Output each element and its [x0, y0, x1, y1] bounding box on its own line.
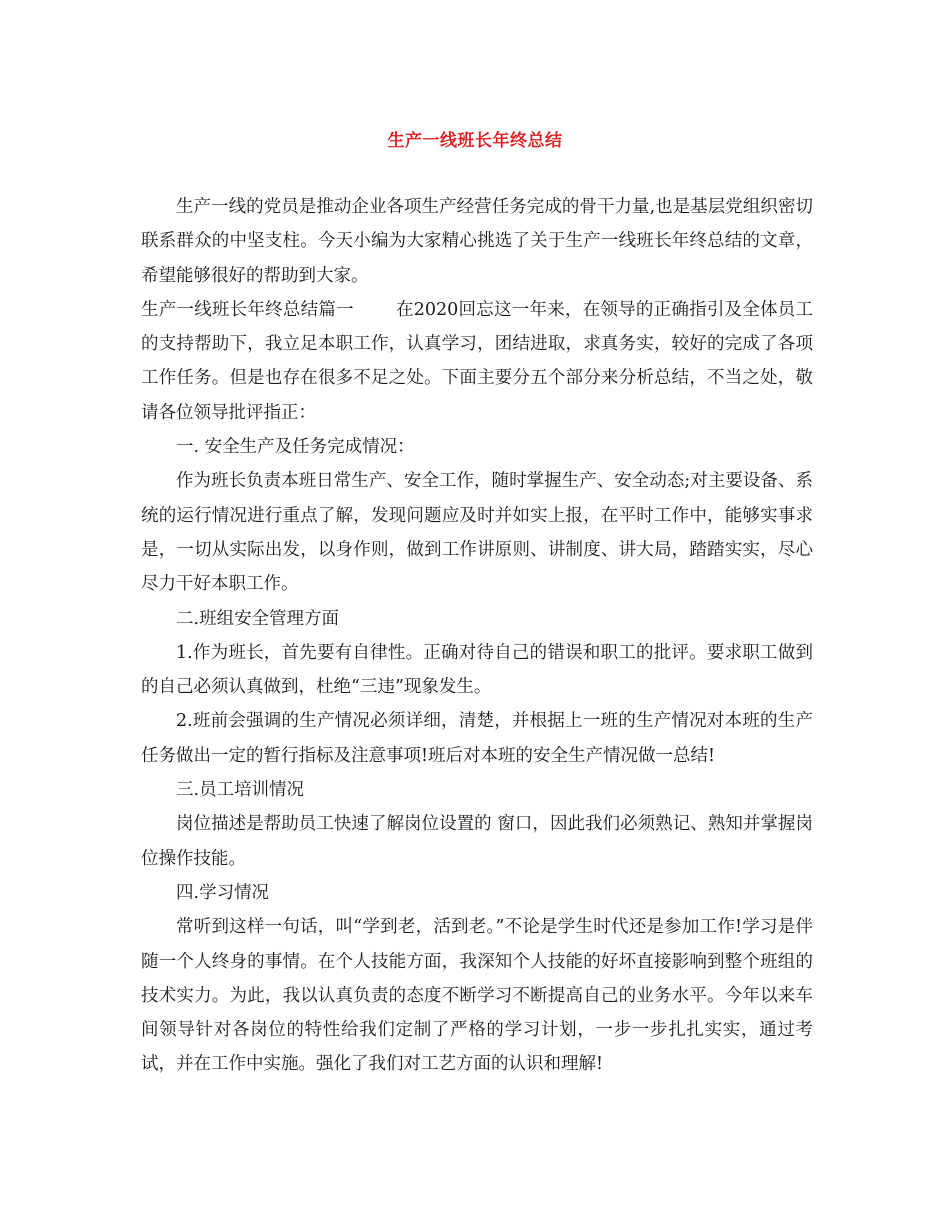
section2-item-1: 1.作为班长，首先要有自律性。正确对待自己的错误和职工的批评。要求职工做到的自己必须认真做到，杜绝“三违”现象发生。 — [141, 642, 813, 698]
section3-heading: 三.员工培训情况 — [176, 780, 305, 801]
intro-paragraph: 生产一线的党员是推动企业各项生产经营任务完成的骨干力量,也是基层党组织密切联系群众的中坚支柱。今天小编为大家精心挑选了关于生产一线班长年终总结的文章，希望能够很好的帮助到大家。 — [141, 197, 813, 286]
section2-item-2: 2.班前会强调的生产情况必须详细，清楚，并根据上一班的生产情况对本班的生产任务做出一定的暂行指标及注意事项!班后对本班的安全生产情况做一总结! — [141, 711, 813, 766]
document-title: 生产一线班长年终总结 — [387, 131, 563, 151]
section1-body: 作为班长负责本班日常生产、安全工作，随时掌握生产、安全动态;对主要设备、系统的运行情况进行重点了解，发现问题应及时并如实上报，在平时工作中，能够实事求是，一切从实际出发，以身作则，做到工作讲原则、讲制度、讲大局，踏踏实实，尽心尽力干好本职工作。 — [141, 471, 813, 595]
document-body — [141, 190, 813, 1082]
section1-heading: 一. 安全生产及任务完成情况： — [176, 437, 415, 458]
article-opening-paragraph — [141, 293, 813, 430]
section3-body: 岗位描述是帮助员工快速了解岗位设置的 窗口，因此我们必须熟记、熟知并掌握岗位操作技能。 — [141, 814, 813, 869]
article-opening: 在2020回忘这一年来，在领导的正确指引及全体员工的支持帮助下，我立足本职工作，认真学习，团结进取，求真务实，较好的完成了各项工作任务。但是也存在很多不足之处。下面主要分五个部分来分析总结，不当之处，敬请各位领导批评指正： — [141, 299, 813, 423]
article-heading: 生产一线班长年终总结篇一 — [141, 299, 354, 320]
section2-heading: 二.班组安全管理方面 — [176, 608, 340, 629]
section4-heading: 四.学习情况 — [176, 882, 270, 903]
section4-body: 常听到这样一句话，叫“学到老，活到老。”不论是学生时代还是参加工作!学习是伴随一个人终身的事情。在个人技能方面，我深知个人技能的好坏直接影响到整个班组的技术实力。为此，我以认真负责的态度不断学习不断提高自己的业务水平。今年以来车间领导针对各岗位的特性给我们定制了严格的学习计划，一步一步扎扎实实，通过考试，并在工作中实施。强化了我们对工艺方面的认识和理解! — [141, 917, 813, 1075]
